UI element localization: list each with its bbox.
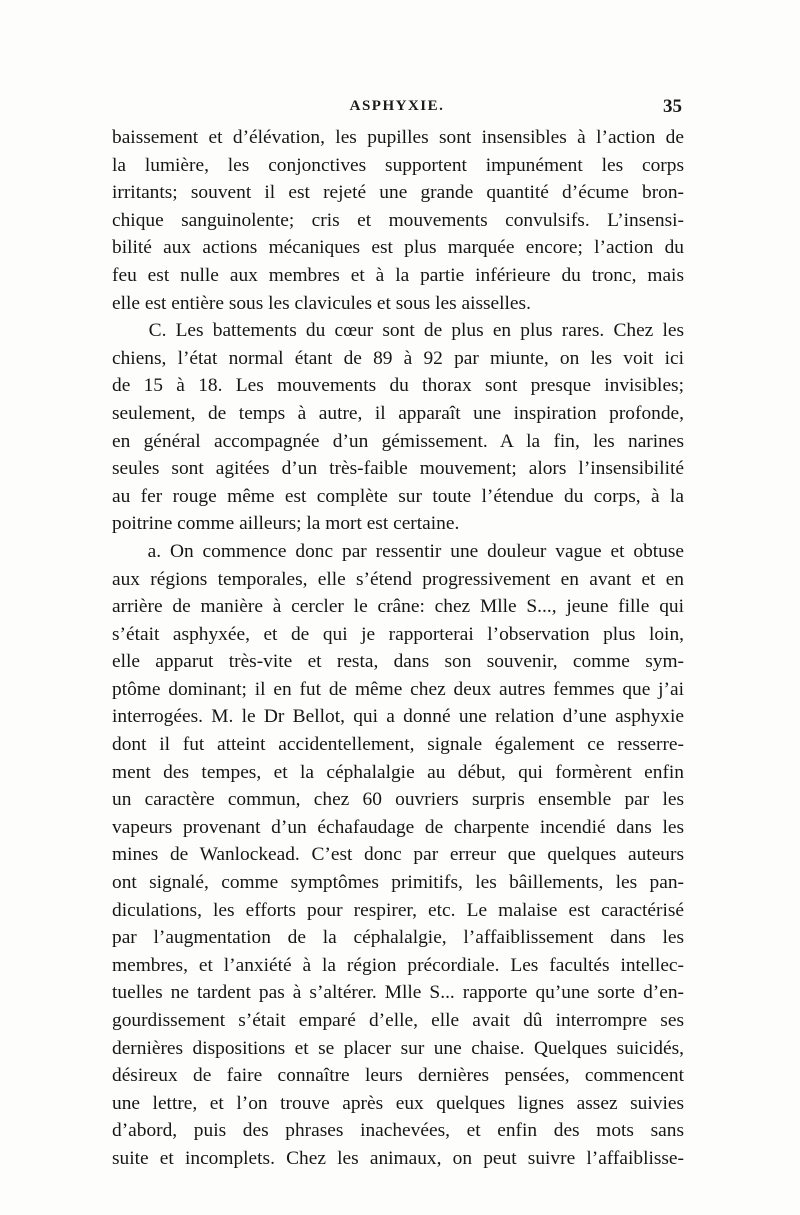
text-line: bilité aux actions mécaniques est plus marquée encore; l’action du	[112, 237, 684, 259]
text-line: désireux de faire connaître leurs dernières pensées, commencent	[112, 1065, 684, 1087]
text-line: vapeurs provenant d’un échafaudage de charpente incendié dans les	[112, 816, 684, 838]
text-line: C. Les battements du cœur sont de plus en plus rares. Chez les	[112, 320, 684, 342]
text-line: chique sanguinolente; cris et mouvements convulsifs. L’insensi-	[112, 209, 684, 231]
text-line: dernières dispositions et se placer sur une chaise. Quelques suicidés,	[112, 1037, 684, 1059]
text-line: poitrine comme ailleurs; la mort est certaine.	[112, 513, 460, 535]
text-line: feu est nulle aux membres et à la partie inférieure du tronc, mais	[112, 264, 684, 286]
page-header	[112, 98, 682, 124]
text-line: gourdissement s’était emparé d’elle, elle avait dû interrompre ses	[112, 1010, 684, 1031]
text-line: ptôme dominant; il en fut de même chez deux autres femmes que j’ai	[112, 678, 684, 700]
text-line: baissement et d’élévation, les pupilles sont insensibles à l’action de	[112, 127, 684, 148]
text-line: arrière de manière à cercler le crâne: chez Mlle S..., jeune fille qui	[112, 596, 684, 618]
text-line: une lettre, et l’on trouve après eux quelques lignes assez suivies	[112, 1092, 684, 1114]
text-line: de 15 à 18. Les mouvements du thorax sont presque invisibles;	[112, 375, 684, 397]
text-line: ment des tempes, et la céphalalgie au début, qui formèrent enfin	[112, 761, 684, 783]
text-line: interrogées. M. le Dr Bellot, qui a donné une relation d’une asphyxie	[112, 706, 684, 728]
text-line: mines de Wanlockead. C’est donc par erreur que quelques auteurs	[112, 844, 684, 866]
text-line: s’était asphyxée, et de qui je rapporterai l’observation plus loin,	[112, 623, 684, 645]
text-line: dont il fut atteint accidentellement, signale également ce resserre-	[112, 734, 684, 756]
text-line: en général accompagnée d’un gémissement. A la fin, les narines	[112, 430, 684, 452]
text-line: un caractère commun, chez 60 ouvriers surpris ensemble par les	[112, 789, 684, 811]
text-line: seulement, de temps à autre, il apparaît une inspiration profonde,	[112, 402, 684, 424]
text-line: aux régions temporales, elle s’étend progressivement en avant et en	[112, 568, 684, 590]
text-line: elle est entière sous les clavicules et sous les aisselles.	[112, 292, 531, 314]
text-line: au fer rouge même est complète sur toute l’étendue du corps, à la	[112, 485, 684, 507]
text-line: la lumière, les conjonctives supportent impunément les corps	[112, 154, 684, 176]
running-title: ASPHYXIE.	[349, 98, 445, 114]
text-line: a. On commence donc par ressentir une douleur vague et obtuse	[112, 540, 684, 562]
text-line: suite et incomplets. Chez les animaux, on peut suivre l’affaiblisse-	[112, 1147, 684, 1169]
text-line: d’abord, puis des phrases inachevées, et enfin des mots sans	[112, 1120, 684, 1142]
text-line: seules sont agitées d’un très-faible mouvement; alors l’insensibilité	[112, 458, 684, 480]
text-line: par l’augmentation de la céphalalgie, l’affaiblissement dans les	[112, 927, 684, 949]
text-line: ont signalé, comme symptômes primitifs, les bâillements, les pan-	[112, 872, 684, 894]
text-line: elle apparut très-vite et resta, dans son souvenir, comme sym-	[112, 651, 684, 673]
body-text	[112, 124, 684, 1173]
text-line: tuelles ne tardent pas à s’altérer. Mlle S... rapporte qu’une sorte d’en-	[112, 982, 684, 1004]
text-line: membres, et l’anxiété à la région précordiale. Les facultés intellec-	[112, 954, 684, 976]
text-line: chiens, l’état normal étant de 89 à 92 par miunte, on les voit ici	[112, 347, 684, 369]
page-number: 35	[663, 96, 682, 117]
text-line: irritants; souvent il est rejeté une grande quantité d’écume bron-	[112, 182, 684, 204]
text-line: diculations, les efforts pour respirer, etc. Le malaise est caractérisé	[112, 899, 684, 921]
